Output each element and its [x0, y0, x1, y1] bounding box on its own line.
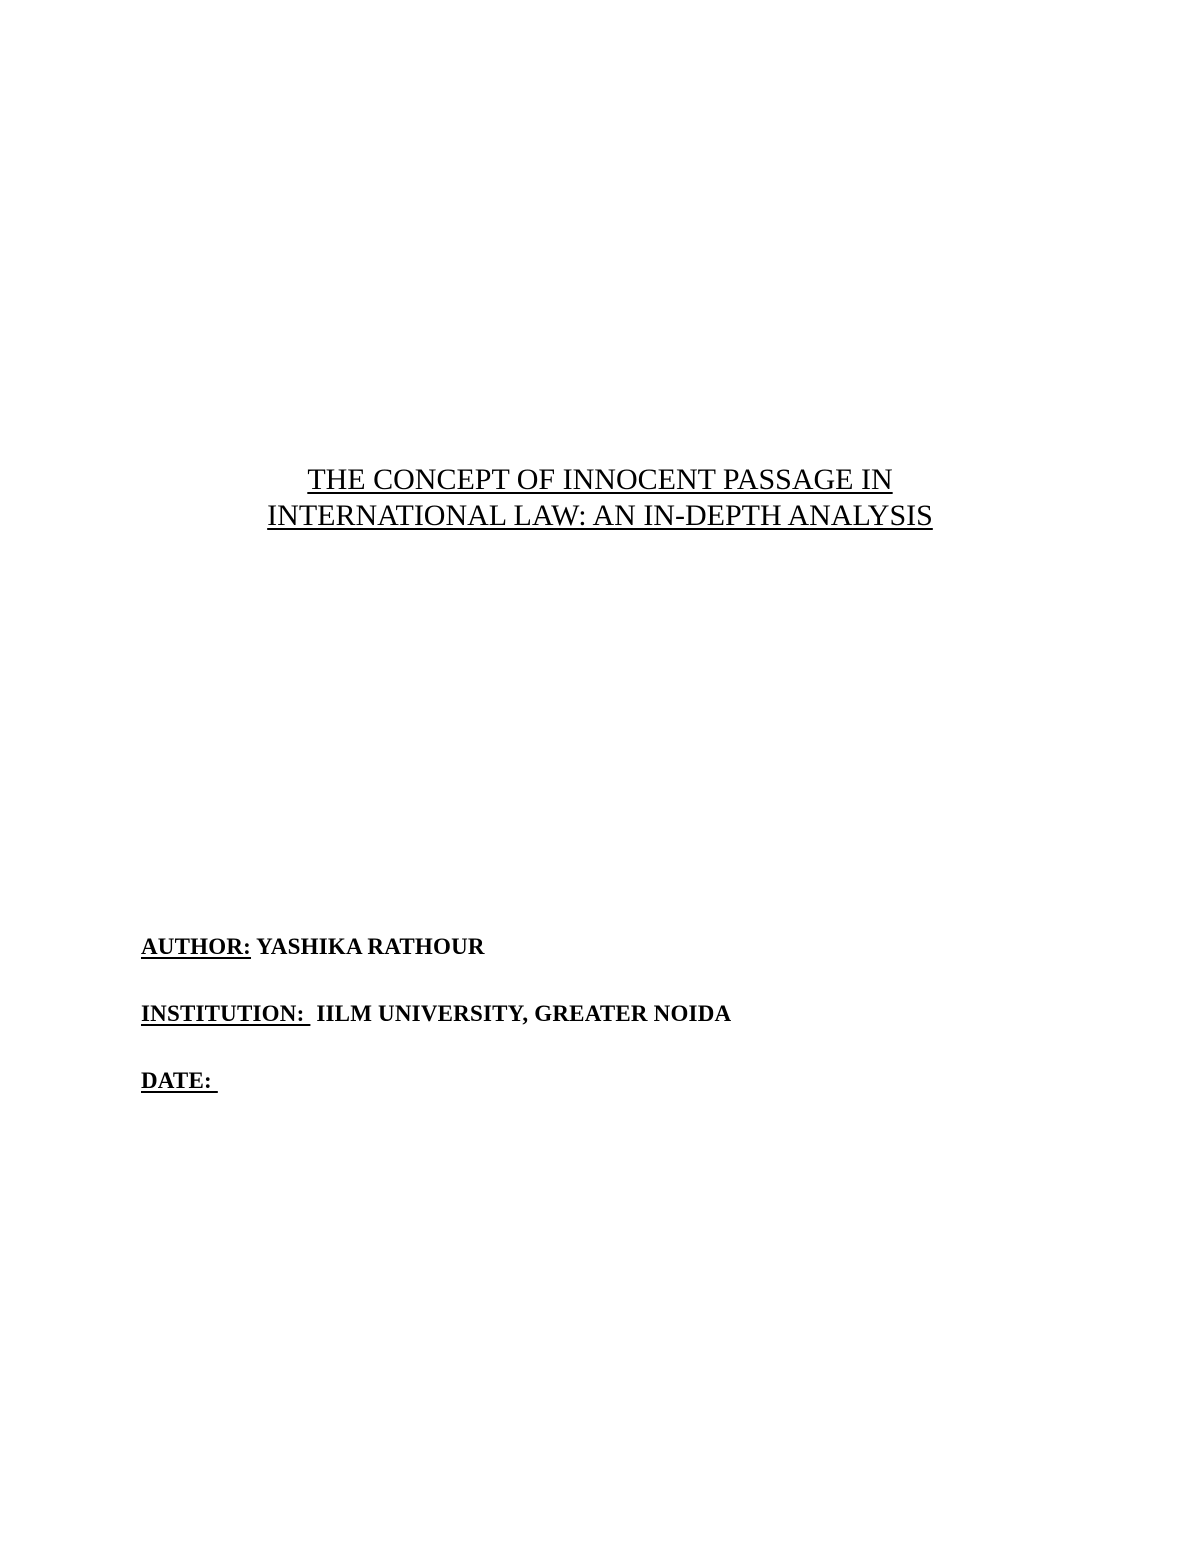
title-line-2: INTERNATIONAL LAW: AN IN-DEPTH ANALYSIS	[267, 499, 933, 532]
date-label: DATE:	[141, 1068, 218, 1093]
author-row	[141, 930, 731, 997]
institution-row	[141, 997, 731, 1064]
date-row	[141, 1064, 731, 1131]
institution-label: INSTITUTION:	[141, 1001, 311, 1026]
title-line-1: THE CONCEPT OF INNOCENT PASSAGE IN	[307, 463, 893, 496]
author-value: YASHIKA RATHOUR	[251, 934, 485, 959]
author-label: AUTHOR:	[141, 934, 252, 959]
document-metadata	[141, 930, 731, 1131]
document-title	[0, 462, 1200, 534]
institution-value: IILM UNIVERSITY, GREATER NOIDA	[310, 1001, 732, 1026]
